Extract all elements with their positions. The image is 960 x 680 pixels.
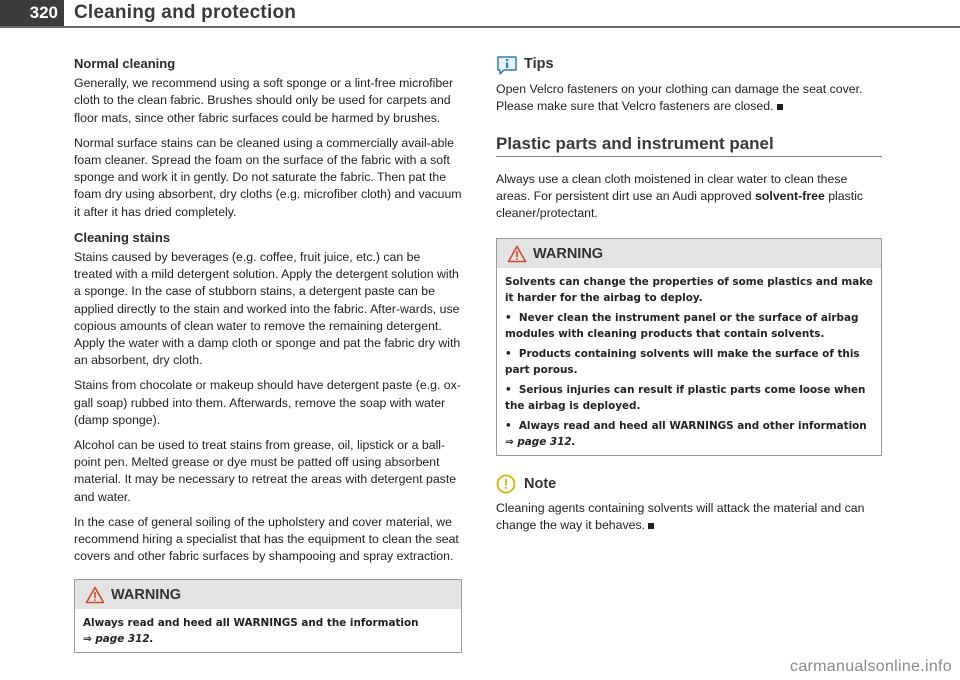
warning-bullet: • Always read and heed all WARNINGS and other information (505, 420, 867, 433)
warning-bullet-text: Always read and heed all WARNINGS and other information (518, 420, 867, 433)
page-reference-link[interactable]: ⇒ page 312. (83, 633, 154, 646)
page-number: 320 (0, 0, 64, 26)
cleaning-stains-heading: Cleaning stains (74, 229, 171, 245)
note-text-content: Cleaning agents containing solvents will attack the material and can change the way it behaves. (496, 501, 865, 533)
cleaning-stains-paragraph-3: Alcohol can be used to treat stains from grease, oil, lipstick or a ball-point pen. Melted grease or dye must be patted off using absorbent material. It may be necessary to retreat the areas with detergent paste and water. (74, 438, 457, 504)
chapter-title: Cleaning and protection (74, 2, 297, 23)
warning-bullet-text: Never clean the instrument panel or the surface of airbag modules with cleaning products that contain solvents. (505, 312, 859, 341)
warning-header (497, 239, 881, 268)
tips-header (496, 55, 882, 75)
cleaning-stains-paragraph-1: Stains caused by beverages (e.g. coffee, fruit juice, etc.) can be treated with a mild detergent solution. Apply the detergent solution with a sponge. In the case of stubborn stains, a detergent paste can be applied directly to the stain and worked into the fabric. After-wards, use copious amounts of clean water to remove the remaining detergent. Apply the water with a damp cloth or sponge and pat the fabric dry with an absorbent, dry cloth. (74, 250, 461, 368)
normal-cleaning-paragraph-2: Normal surface stains can be cleaned using a commercially avail-able foam cleaner. Spread the foam on the surface of the fabric with a soft sponge and work it in gently. Do not saturate the fabric. Then pat the foam dry using absorbent, dry cloths (e.g. microfiber cloth) and vacuum it after it has dried completely. (74, 135, 462, 219)
note-exclamation-icon (496, 474, 516, 494)
tips-text-content: Open Velcro fasteners on your clothing can damage the seat cover. Please make sure that Velcro fasteners are closed. (496, 82, 863, 114)
warning-header (75, 580, 461, 609)
header-rule (0, 26, 960, 28)
note-header (496, 474, 882, 494)
intro-text-start: Always use a clean cloth moistened in clear water to clean these areas. For persistent dirt use an Audi approved (496, 171, 848, 203)
warning-bullet: • Serious injuries can result if plastic parts come loose when the airbag is deployed. (505, 384, 866, 413)
warning-bullet-text: Products containing solvents will make the surface of this part porous. (505, 348, 860, 377)
tips-text (496, 81, 882, 115)
warning-body (75, 609, 461, 652)
cleaning-stains-paragraph-4: In the case of general soiling of the upholstery and cover material, we recommend hiring a specialist that has the equipment to clean the seat covers and other fabric surfaces by shampooing and spray extraction. (74, 514, 459, 564)
tips-label: Tips (524, 56, 554, 73)
warning-box-right (496, 238, 882, 456)
warning-text: Always read and heed all WARNINGS and the information (83, 617, 419, 630)
intro-text-end: plastic cleaner/protectant. (496, 188, 864, 221)
warning-triangle-icon (507, 245, 527, 263)
intro-text-bold: solvent-free (755, 188, 825, 203)
warning-box-left (74, 579, 462, 653)
normal-cleaning-paragraph-1: Generally, we recommend using a soft sponge or a lint-free microfiber cloth to the clean fabric. Brushes should only be used for carpets and floor mats, since other fabric surfaces could be harmed by brushes. (74, 76, 454, 125)
page-reference-link[interactable]: ⇒ page 312. (505, 436, 576, 449)
end-mark-icon (777, 104, 783, 110)
warning-bullet: • Never clean the instrument panel or the surface of airbag modules with cleaning products that contain solvents. (505, 312, 859, 341)
watermark: carmanualsonline.info (790, 658, 952, 675)
end-mark-icon (648, 523, 654, 529)
warning-label: WARNING (533, 245, 604, 262)
cleaning-stains-paragraph-2: Stains from chocolate or makeup should have detergent paste (e.g. ox-gall soap) rubbed into them. Afterwards, remove the soap with water (damp sponge). (74, 378, 461, 427)
left-column (74, 55, 462, 653)
note-text (496, 500, 882, 534)
normal-cleaning-heading: Normal cleaning (74, 56, 176, 71)
warning-triangle-icon (85, 586, 105, 604)
plastic-parts-intro (496, 171, 882, 223)
right-column (496, 55, 882, 543)
note-label: Note (524, 475, 557, 492)
warning-body (497, 268, 881, 455)
page-header (0, 0, 960, 28)
warning-bullet-text: Serious injuries can result if plastic parts come loose when the airbag is deployed. (505, 384, 866, 413)
warning-bullet: • Products containing solvents will make the surface of this part porous. (505, 348, 860, 377)
section-title-plastic-parts: Plastic parts and instrument panel (496, 135, 882, 156)
warning-label: WARNING (111, 586, 182, 603)
warning-lead: Solvents can change the properties of some plastics and make it harder for the airbag to deploy. (505, 276, 873, 305)
info-icon (496, 55, 518, 75)
